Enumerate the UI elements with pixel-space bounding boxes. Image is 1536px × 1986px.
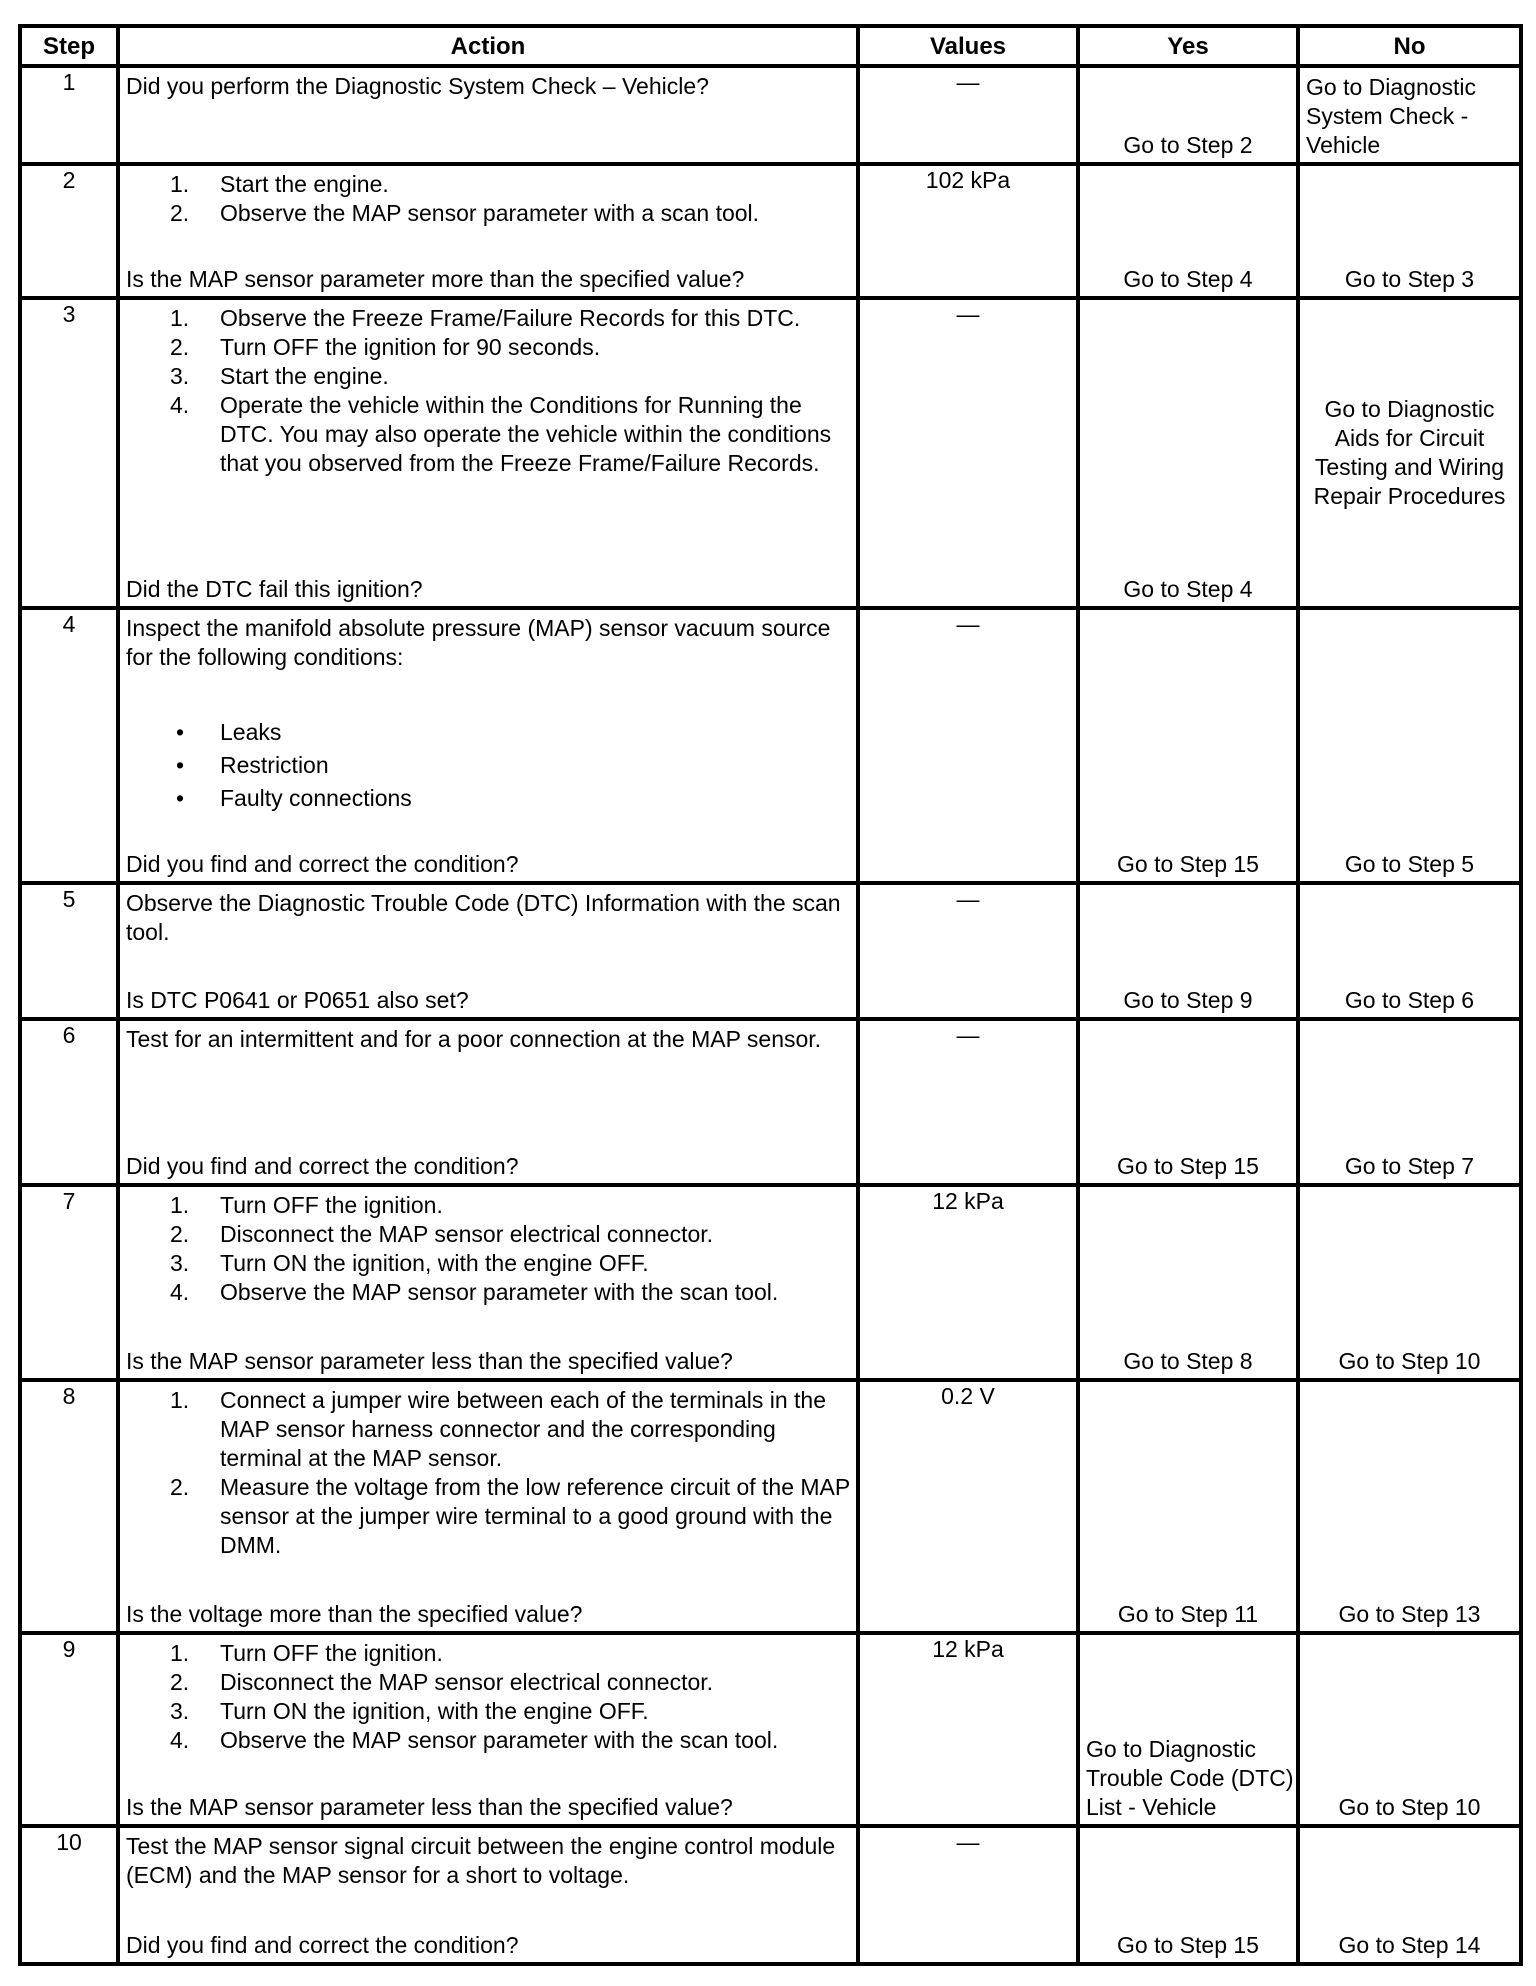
bullet-list	[120, 672, 856, 815]
no-cell	[1298, 1019, 1521, 1185]
no-cell	[1298, 883, 1521, 1019]
no-cell	[1298, 164, 1521, 298]
header-yes: Yes	[1078, 26, 1298, 66]
no-link[interactable]: Go to Step 3	[1344, 266, 1475, 292]
action-step: 3. Turn ON the ignition, with the engine OFF.	[120, 1697, 850, 1726]
no-cell	[1298, 1826, 1521, 1964]
no-link[interactable]: Go to Step 7	[1344, 1153, 1475, 1179]
action-step: • Leaks	[120, 716, 850, 749]
yes-link[interactable]: Go to Step 2	[1123, 132, 1253, 158]
no-link[interactable]: Go to Step 5	[1344, 851, 1475, 877]
diagnostic-table	[18, 24, 1523, 1966]
action-step: 1. Connect a jumper wire between each of the terminals in the MAP sensor harness connector and the corresponding terminal at the MAP sensor.	[120, 1386, 850, 1473]
action-step: 3. Turn ON the ignition, with the engine OFF.	[120, 1249, 850, 1278]
yes-link[interactable]: Go to Step 11	[1117, 1601, 1259, 1627]
action-cell	[118, 298, 858, 608]
header-row	[20, 26, 1521, 66]
value-cell: —	[858, 1826, 1078, 1964]
action-intro: Test the MAP sensor signal circuit between the engine control module (ECM) and the MAP sensor for a short to voltage.	[126, 1833, 836, 1888]
action-cell	[118, 1380, 858, 1633]
yes-cell	[1078, 298, 1298, 608]
action-question: Did you find and correct the condition?	[126, 1932, 519, 1958]
action-cell	[118, 1826, 858, 1964]
action-intro: Inspect the manifold absolute pressure (MAP) sensor vacuum source for the following conditions:	[126, 615, 831, 670]
action-step: 2. Measure the voltage from the low reference circuit of the MAP sensor at the jumper wire terminal to a good ground with the DMM.	[120, 1473, 850, 1560]
action-question: Did you find and correct the condition?	[126, 1153, 519, 1179]
step-cell: 8	[20, 1380, 118, 1633]
no-link[interactable]: Go to Step 13	[1338, 1601, 1481, 1627]
step-cell: 6	[20, 1019, 118, 1185]
value-cell: —	[858, 608, 1078, 883]
action-step: • Faulty connections	[120, 782, 850, 815]
table-row	[20, 164, 1521, 298]
action-question: Did you find and correct the condition?	[126, 851, 519, 877]
action-intro: Did you perform the Diagnostic System Check – Vehicle?	[126, 73, 709, 99]
action-step: 1. Start the engine.	[120, 170, 850, 199]
action-step: 4. Observe the MAP sensor parameter with the scan tool.	[120, 1278, 850, 1307]
no-cell	[1298, 66, 1521, 164]
yes-link[interactable]: Go to Step 8	[1123, 1348, 1253, 1374]
table-row	[20, 298, 1521, 608]
table-row	[20, 608, 1521, 883]
numbered-list	[120, 166, 856, 228]
header-step: Step	[20, 26, 118, 66]
no-link[interactable]: Go to Diagnostic Aids for Circuit Testing and Wiring Repair Procedures	[1313, 396, 1506, 509]
yes-link[interactable]: Go to Diagnostic Trouble Code (DTC) List - Vehicle	[1086, 1736, 1294, 1820]
action-step: 1. Turn OFF the ignition.	[120, 1191, 850, 1220]
table-row	[20, 1019, 1521, 1185]
yes-link[interactable]: Go to Step 9	[1123, 987, 1253, 1013]
action-cell	[118, 1019, 858, 1185]
action-question: Is the MAP sensor parameter less than the specified value?	[126, 1794, 733, 1820]
action-cell	[118, 608, 858, 883]
no-link[interactable]: Go to Step 10	[1338, 1794, 1481, 1820]
no-cell	[1298, 608, 1521, 883]
action-step: • Restriction	[120, 749, 850, 782]
yes-cell	[1078, 1826, 1298, 1964]
yes-cell	[1078, 66, 1298, 164]
action-question: Is DTC P0641 or P0651 also set?	[126, 987, 469, 1013]
yes-link[interactable]: Go to Step 4	[1123, 266, 1253, 292]
no-cell	[1298, 1185, 1521, 1380]
action-intro: Observe the Diagnostic Trouble Code (DTC) Information with the scan tool.	[126, 890, 841, 945]
numbered-list	[120, 300, 856, 478]
action-cell	[118, 1633, 858, 1826]
value-cell: 12 kPa	[858, 1633, 1078, 1826]
step-cell: 2	[20, 164, 118, 298]
yes-link[interactable]: Go to Step 4	[1123, 576, 1253, 602]
value-cell: 12 kPa	[858, 1185, 1078, 1380]
no-link[interactable]: Go to Diagnostic System Check - Vehicle	[1306, 74, 1477, 158]
step-cell: 1	[20, 66, 118, 164]
action-step: 2. Turn OFF the ignition for 90 seconds.	[120, 333, 850, 362]
yes-cell	[1078, 608, 1298, 883]
yes-cell	[1078, 164, 1298, 298]
action-step: 3. Start the engine.	[120, 362, 850, 391]
value-cell: —	[858, 883, 1078, 1019]
step-cell: 4	[20, 608, 118, 883]
action-question: Did the DTC fail this ignition?	[126, 576, 423, 602]
no-cell	[1298, 1633, 1521, 1826]
table-row	[20, 1826, 1521, 1964]
yes-cell	[1078, 1185, 1298, 1380]
step-cell: 5	[20, 883, 118, 1019]
step-cell: 7	[20, 1185, 118, 1380]
table-row	[20, 66, 1521, 164]
yes-link[interactable]: Go to Step 15	[1117, 851, 1259, 877]
no-link[interactable]: Go to Step 6	[1344, 987, 1475, 1013]
table-row	[20, 883, 1521, 1019]
no-link[interactable]: Go to Step 10	[1338, 1348, 1481, 1374]
no-cell	[1298, 1380, 1521, 1633]
action-question: Is the voltage more than the specified value?	[126, 1601, 583, 1627]
action-cell	[118, 66, 858, 164]
action-intro: Test for an intermittent and for a poor connection at the MAP sensor.	[126, 1026, 822, 1052]
yes-cell	[1078, 1633, 1298, 1826]
numbered-list	[120, 1382, 856, 1560]
action-step: 1. Turn OFF the ignition.	[120, 1639, 850, 1668]
action-cell	[118, 164, 858, 298]
value-cell: 0.2 V	[858, 1380, 1078, 1633]
table-row	[20, 1185, 1521, 1380]
no-link[interactable]: Go to Step 14	[1338, 1932, 1481, 1958]
header-no: No	[1298, 26, 1521, 66]
action-step: 2. Observe the MAP sensor parameter with a scan tool.	[120, 199, 850, 228]
action-question: Is the MAP sensor parameter less than the specified value?	[126, 1348, 733, 1374]
yes-cell	[1078, 1380, 1298, 1633]
value-cell: —	[858, 298, 1078, 608]
action-question: Is the MAP sensor parameter more than the specified value?	[126, 266, 745, 292]
action-step: 1. Observe the Freeze Frame/Failure Records for this DTC.	[120, 304, 850, 333]
no-cell	[1298, 298, 1521, 608]
action-cell	[118, 1185, 858, 1380]
table-row	[20, 1633, 1521, 1826]
yes-cell	[1078, 883, 1298, 1019]
header-values: Values	[858, 26, 1078, 66]
yes-cell	[1078, 1019, 1298, 1185]
action-step: 4. Observe the MAP sensor parameter with the scan tool.	[120, 1726, 850, 1755]
numbered-list	[120, 1187, 856, 1307]
yes-link[interactable]: Go to Step 15	[1117, 1932, 1259, 1958]
yes-link[interactable]: Go to Step 15	[1117, 1153, 1259, 1179]
step-cell: 9	[20, 1633, 118, 1826]
action-step: 2. Disconnect the MAP sensor electrical connector.	[120, 1220, 850, 1249]
action-cell	[118, 883, 858, 1019]
step-cell: 3	[20, 298, 118, 608]
action-step: 2. Disconnect the MAP sensor electrical connector.	[120, 1668, 850, 1697]
table-row	[20, 1380, 1521, 1633]
step-cell: 10	[20, 1826, 118, 1964]
value-cell: —	[858, 1019, 1078, 1185]
numbered-list	[120, 1635, 856, 1755]
value-cell: —	[858, 66, 1078, 164]
header-action: Action	[118, 26, 858, 66]
value-cell: 102 kPa	[858, 164, 1078, 298]
action-step: 4. Operate the vehicle within the Conditions for Running the DTC. You may also operate the vehicle within the conditions that you observed from the Freeze Frame/Failure Records.	[120, 391, 850, 478]
